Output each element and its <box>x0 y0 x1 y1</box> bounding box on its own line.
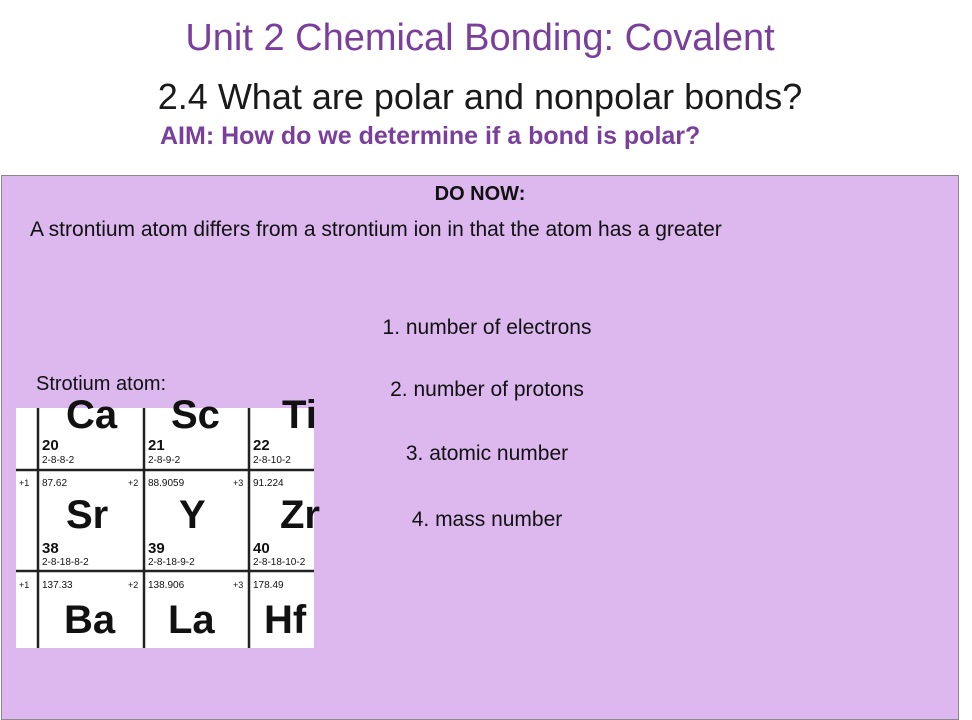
atomic-number-sc: 21 <box>148 437 165 454</box>
ox-ba: +2 <box>128 580 139 590</box>
config-sc: 2-8-9-2 <box>148 455 181 466</box>
config-y: 2-8-18-9-2 <box>148 557 195 568</box>
mass-la: 138.906 <box>148 580 185 591</box>
config-ti: 2-8-10-2 <box>253 455 291 466</box>
lesson-title: 2.4 What are polar and nonpolar bonds? <box>157 76 803 117</box>
unit-title: Unit 2 Chemical Bonding: Covalent <box>185 17 775 59</box>
element-symbol-la: La <box>168 598 215 642</box>
mass-y: 88.9059 <box>148 478 185 489</box>
do-now-panel <box>1 175 959 720</box>
mass-ba: 137.33 <box>42 580 73 591</box>
atomic-number-sr: 38 <box>42 540 59 557</box>
mass-zr: 91.224 <box>253 478 284 489</box>
element-symbol-ca: Ca <box>66 393 118 437</box>
do-now-heading: DO NOW: <box>434 183 526 205</box>
ox-la: +3 <box>233 580 244 590</box>
ox-sr: +2 <box>128 478 139 488</box>
mass-sr: 87.62 <box>42 478 68 489</box>
atomic-number-zr: 40 <box>253 540 270 557</box>
config-sr: 2-8-18-8-2 <box>42 557 89 568</box>
config-zr: 2-8-18-10-2 <box>253 557 306 568</box>
lead-ox-ba: +1 <box>19 580 30 590</box>
aim-text: AIM: How do we determine if a bond is polar? <box>160 122 701 150</box>
element-symbol-sr: Sr <box>66 493 109 537</box>
question-text: A strontium atom differs from a strontium ion in that the atom has a greater <box>30 218 722 241</box>
config-ca: 2-8-8-2 <box>42 455 75 466</box>
lead-ox-sr: +1 <box>19 478 30 488</box>
element-symbol-sc: Sc <box>171 393 220 437</box>
answer-choice-4[interactable]: 4. mass number <box>411 508 563 531</box>
atomic-number-y: 39 <box>148 540 165 557</box>
atomic-number-ti: 22 <box>253 437 270 454</box>
answer-choice-3[interactable]: 3. atomic number <box>405 442 569 465</box>
answer-choice-1[interactable]: 1. number of electrons <box>382 316 592 339</box>
element-symbol-ba: Ba <box>64 598 116 642</box>
element-symbol-zr: Zr <box>280 493 320 537</box>
periodic-table-excerpt <box>16 393 320 648</box>
element-symbol-y: Y <box>179 493 206 537</box>
answer-choice-2[interactable]: 2. number of protons <box>390 378 584 401</box>
element-symbol-hf: Hf <box>264 598 307 642</box>
element-symbol-ti: Ti <box>282 393 317 437</box>
mass-hf: 178.49 <box>253 580 284 591</box>
atomic-number-ca: 20 <box>42 437 59 454</box>
atom-label: Strotium atom: <box>36 373 167 395</box>
ox-y: +3 <box>233 478 244 488</box>
